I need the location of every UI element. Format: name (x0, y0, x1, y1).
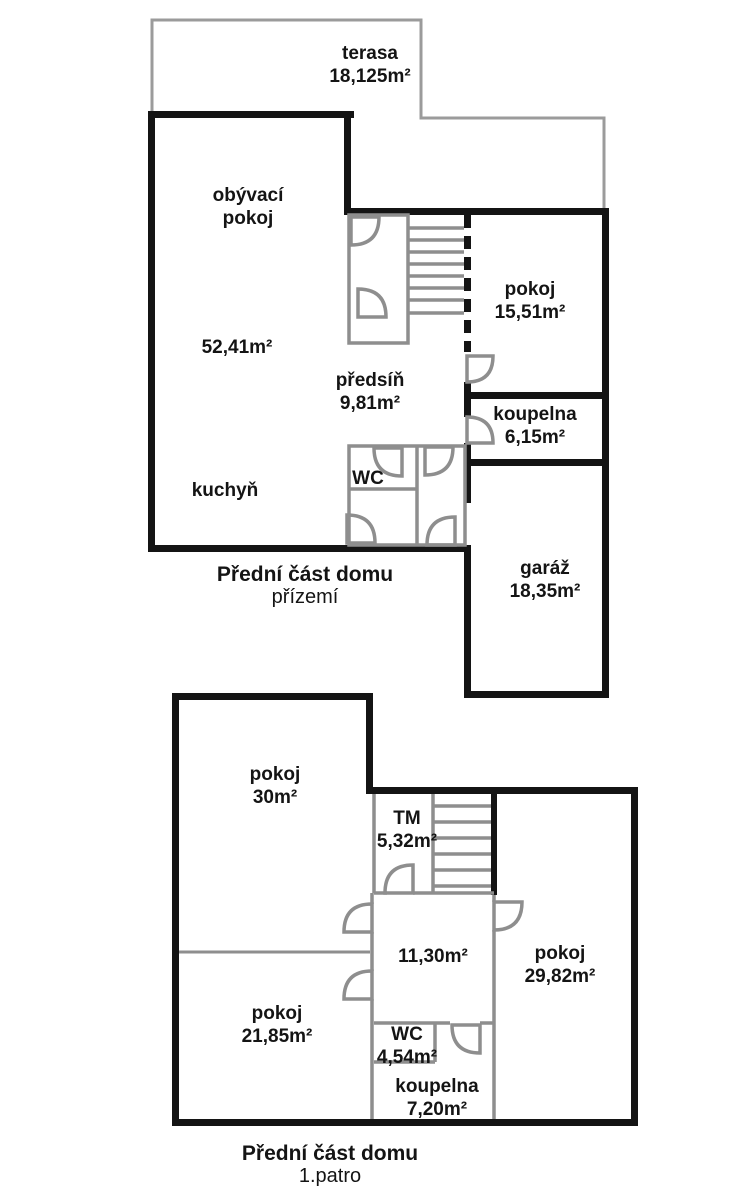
level-text: 1.patro (298, 1165, 362, 1187)
room-name: předsíň (335, 370, 405, 391)
room-area: 52,41m² (201, 337, 273, 358)
room-name: terasa (342, 43, 398, 64)
room-name: garáž (520, 558, 570, 579)
room-name: pokoj (251, 1003, 303, 1024)
caption-text: Přední část domu (216, 563, 394, 586)
tm-label (347, 807, 467, 853)
room-area: 18,35m² (509, 581, 581, 602)
room-area: 15,51m² (494, 302, 566, 323)
terrace-label (290, 42, 450, 88)
room-name: pokoj (249, 764, 301, 785)
room-name: pokoj (504, 279, 556, 300)
ground-floor-stairs (408, 228, 464, 313)
room-name: WC (352, 468, 384, 489)
room-area: 5,32m² (376, 831, 438, 852)
bathroom-label-first (376, 1075, 498, 1121)
living-room-label (198, 184, 298, 230)
room-area: 6,15m² (504, 427, 566, 448)
wc-label-first (347, 1023, 467, 1069)
room-area: 7,20m² (406, 1099, 468, 1120)
room-area: 29,82m² (524, 966, 596, 987)
ground-floor-caption (205, 563, 405, 608)
room-name: TM (393, 808, 421, 829)
room-area: 18,125m² (329, 66, 411, 87)
room-area: 21,85m² (241, 1026, 313, 1047)
room-area: 30m² (252, 787, 298, 808)
living-room-area (177, 336, 297, 359)
room-right-label-first (500, 942, 620, 988)
bathroom-label-ground (474, 403, 596, 449)
room-name: WC (391, 1024, 423, 1045)
caption-text: Přední část domu (241, 1142, 419, 1165)
room-name: koupelna (395, 1076, 479, 1097)
room-name: pokoj (534, 943, 586, 964)
room-name: kuchyň (191, 480, 259, 501)
room-top-label-first (215, 763, 335, 809)
room-area: 11,30m² (398, 946, 468, 967)
first-floor-caption (230, 1142, 430, 1187)
room-name: obývací pokoj (212, 185, 284, 229)
kitchen-label (165, 479, 285, 502)
level-text: přízemí (271, 586, 339, 608)
room-area: 9,81m² (339, 393, 401, 414)
landing-area-label (373, 945, 493, 968)
room-left-label-first (217, 1002, 337, 1048)
hall-label (310, 369, 430, 415)
wc-label-ground (338, 467, 398, 490)
room-label-ground (470, 278, 590, 324)
garage-label (485, 557, 605, 603)
room-area: 4,54m² (376, 1047, 438, 1068)
room-name: koupelna (493, 404, 577, 425)
